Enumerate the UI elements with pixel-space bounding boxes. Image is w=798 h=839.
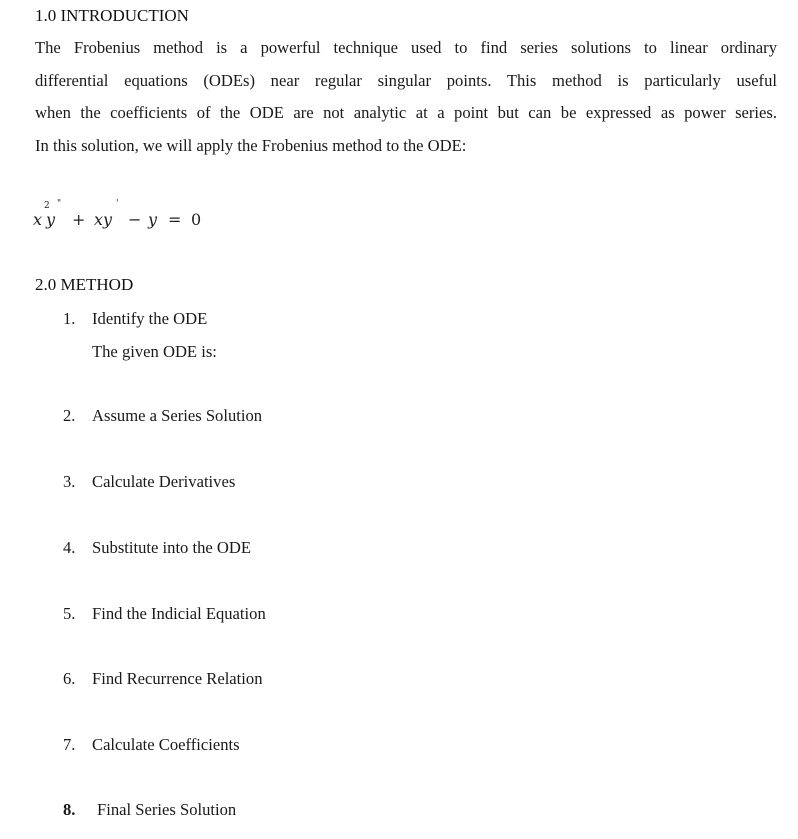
equation-x: x: [33, 210, 43, 229]
method-heading: 2.0 METHOD: [35, 275, 134, 294]
method-step: [63, 669, 263, 689]
step-number: 7.: [63, 735, 76, 754]
equation-zero: 0: [191, 210, 202, 229]
introduction-heading: 1.0 INTRODUCTION: [35, 6, 189, 25]
step-label: Identify the ODE: [92, 309, 208, 328]
equation-y: y: [46, 210, 56, 229]
step-number: 5.: [63, 604, 76, 623]
step-subtext: The given ODE is:: [92, 342, 217, 361]
step-number: 3.: [63, 472, 76, 491]
method-step: [63, 800, 236, 820]
step-number: 4.: [63, 538, 76, 557]
paragraph-line: differential equations (ODEs) near regular singular points. This method is particularly useful: [35, 70, 777, 90]
step-label: Calculate Derivatives: [92, 472, 236, 491]
method-step: [63, 406, 262, 426]
step-label: Calculate Coefficients: [92, 735, 240, 754]
paragraph-line: when the coefficients of the ODE are not analytic at a point but can be expressed as power series.: [35, 103, 777, 122]
method-step: [63, 472, 235, 492]
step-label: Final Series Solution: [97, 800, 237, 819]
equation-plus: +: [72, 210, 86, 229]
method-step: [63, 309, 207, 329]
equation-exponent: 2: [44, 201, 50, 211]
paragraph-line: In this solution, we will apply the Frobenius method to the ODE:: [35, 135, 467, 155]
step-number: 2.: [63, 406, 76, 425]
paragraph-line: The Frobenius method is a powerful technique used to find series solutions to linear ordinary: [35, 38, 777, 57]
equation-minus: −: [128, 210, 142, 229]
method-step: [63, 604, 266, 624]
step-label: Assume a Series Solution: [92, 406, 263, 425]
step-number: 6.: [63, 669, 76, 688]
step-number: 1.: [63, 309, 76, 328]
introduction-paragraph: [35, 32, 777, 162]
equation-xy: xy: [94, 210, 113, 229]
equation-prime: ': [116, 199, 119, 209]
step-label: Substitute into the ODE: [92, 538, 252, 557]
step-number: 8.: [63, 800, 76, 819]
step-label: Find Recurrence Relation: [92, 669, 263, 688]
method-step: [63, 538, 251, 558]
equation-double-prime: ": [57, 199, 62, 209]
step-label: Find the Indicial Equation: [92, 604, 266, 623]
equation-y-term: y: [148, 210, 158, 229]
equation-equals: =: [168, 210, 182, 229]
method-step: [63, 735, 240, 755]
